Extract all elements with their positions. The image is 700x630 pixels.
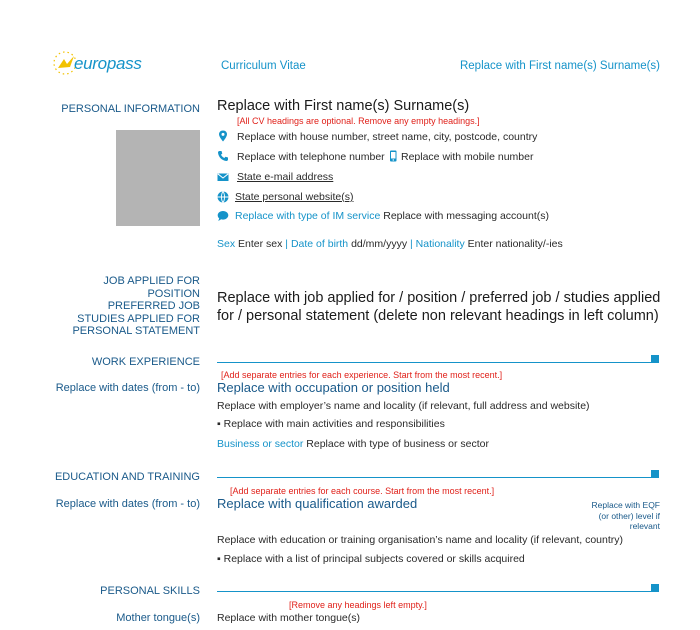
nationality-label: Nationality [415,238,465,250]
qualification-title: Replace with qualification awarded [217,496,418,511]
separator: | [285,238,289,250]
job-label-line: PERSONAL STATEMENT [72,325,200,337]
section-divider [217,477,651,478]
activities-item: ▪ Replace with main activities and responsibilities [217,418,445,430]
mobile-text: Replace with mobile number [401,151,534,163]
organisation-text: Replace with education or training organisation’s name and locality (if relevant, country) [217,534,624,546]
section-marker [651,584,659,592]
website-link[interactable]: State personal website(s) [235,191,354,203]
europass-logo [50,48,145,78]
job-statement-line: Replace with job applied for / position / preferred job / studies applied [217,290,661,306]
job-label-line: POSITION [147,287,200,300]
photo-placeholder [116,130,200,226]
eqf-line: Replace with EQF [591,500,660,510]
cv-title: Curriculum Vitae [221,60,306,72]
separator: | [410,238,413,250]
job-statement [217,289,660,325]
headings-note: [All CV headings are optional. Remove any empty headings.] [237,116,480,126]
email-link[interactable]: State e-mail address [237,171,334,183]
education-heading: EDUCATION AND TRAINING [54,471,200,483]
sector-value: Replace with type of business or sector [306,438,489,450]
job-label-line: PREFERRED JOB [107,300,200,312]
eqf-line: (or other) level if [598,510,660,521]
messaging-account: Replace with messaging account(s) [383,210,549,222]
website-globe-icon [217,191,229,203]
dob-label: Date of birth [290,238,349,250]
telephone-icon [217,150,229,162]
section-marker [651,355,659,363]
personal-details-line [217,238,563,250]
job-statement-line: for / personal statement (delete non relevant headings in left column) [217,308,659,324]
sex-label: Sex [217,238,236,250]
section-divider [217,362,651,363]
subjects-item: ▪ Replace with a list of principal subjects covered or skills acquired [217,553,525,565]
full-name: Replace with First name(s) Surname(s) [217,98,470,114]
skills-note: [Remove any headings left empty.] [289,600,427,610]
im-line [235,210,549,222]
job-label-line: JOB APPLIED FOR [103,275,200,287]
job-label-line: STUDIES APPLIED FOR [77,312,200,325]
telephone-text: Replace with telephone number [237,151,385,163]
section-marker [651,470,659,478]
mother-tongue-label: Mother tongue(s) [116,612,200,624]
work-note: [Add separate entries for each experience. Start from the most recent.] [221,370,503,380]
header-name: Replace with First name(s) Surname(s) [459,60,660,72]
email-icon [217,171,229,183]
section-divider [217,591,651,592]
job-applied-heading [72,275,200,338]
employer-text: Replace with employer’s name and locality (if relevant, full address and website) [217,400,590,412]
location-pin-icon [217,130,229,142]
eqf-level [592,500,661,532]
work-dates: Replace with dates (from - to) [55,382,200,394]
education-note: [Add separate entries for each course. Start from the most recent.] [230,486,495,496]
personal-information-heading: PERSONAL INFORMATION [61,103,200,115]
sector-label: Business or sector [217,438,304,450]
personal-skills-heading: PERSONAL SKILLS [100,585,200,597]
eqf-line: relevant [629,521,660,531]
im-service-label: Replace with type of IM service [235,210,381,222]
work-experience-heading: WORK EXPERIENCE [91,356,200,368]
dob-value: dd/mm/yyyy [351,238,408,250]
chat-bubble-icon [217,210,229,222]
nationality-value: Enter nationality/-ies [467,238,563,250]
mother-tongue-value: Replace with mother tongue(s) [217,612,360,624]
education-dates: Replace with dates (from - to) [55,498,200,510]
sex-value: Enter sex [238,238,283,250]
address-text: Replace with house number, street name, city, postcode, country [237,131,538,143]
logo-text: europass [74,54,142,73]
occupation-title: Replace with occupation or position held [217,380,450,395]
sector-line [217,438,489,450]
mobile-phone-icon [387,150,399,162]
